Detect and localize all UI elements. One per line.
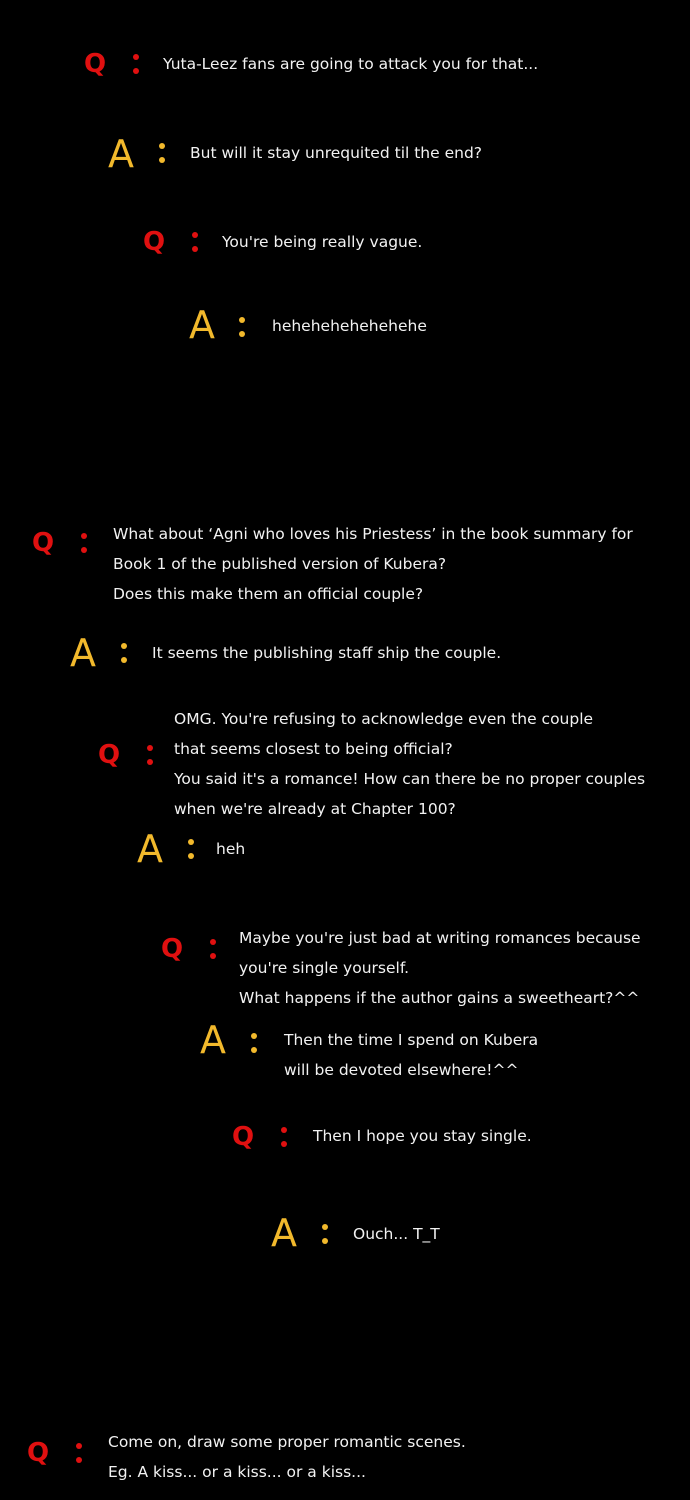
a-letter-icon: A bbox=[200, 1018, 226, 1062]
text-line: will be devoted elsewhere!^^ bbox=[284, 1061, 519, 1079]
question-text bbox=[313, 1121, 532, 1151]
colon-icon bbox=[159, 143, 165, 163]
text-line: What happens if the author gains a sweetheart?^^ bbox=[239, 989, 640, 1007]
text-line: You're being really vague. bbox=[222, 233, 423, 251]
answer-text bbox=[284, 1025, 538, 1085]
text-line: that seems closest to being official? bbox=[174, 740, 453, 758]
text-line: Yuta-Leez fans are going to attack you for that... bbox=[163, 55, 539, 73]
colon-icon bbox=[251, 1033, 257, 1053]
text-line: heh bbox=[216, 840, 246, 858]
colon-icon bbox=[188, 839, 194, 859]
text-line: Maybe you're just bad at writing romances because bbox=[239, 929, 641, 947]
text-line: OMG. You're refusing to acknowledge even the couple bbox=[174, 710, 594, 728]
answer-text bbox=[216, 834, 245, 864]
answer-text bbox=[272, 311, 427, 341]
colon-icon bbox=[76, 1443, 82, 1463]
colon-icon bbox=[121, 643, 127, 663]
text-line: What about ‘Agni who loves his Priestess’ in the book summary for bbox=[113, 525, 633, 543]
colon-icon bbox=[281, 1127, 287, 1147]
text-line: Does this make them an official couple? bbox=[113, 585, 424, 603]
text-line: It seems the publishing staff ship the couple. bbox=[152, 644, 502, 662]
q-letter-icon: Q bbox=[232, 1122, 255, 1152]
text-line: you're single yourself. bbox=[239, 959, 410, 977]
colon-icon bbox=[81, 533, 87, 553]
question-text bbox=[113, 519, 633, 609]
answer-text bbox=[152, 638, 501, 668]
a-letter-icon: A bbox=[137, 827, 163, 871]
answer-text bbox=[190, 138, 482, 168]
q-letter-icon: Q bbox=[32, 528, 55, 558]
colon-icon bbox=[239, 317, 245, 337]
text-line: You said it's a romance! How can there be no proper couples bbox=[174, 770, 646, 788]
q-letter-icon: Q bbox=[84, 49, 107, 79]
text-line: when we're already at Chapter 100? bbox=[174, 800, 456, 818]
question-text bbox=[163, 49, 538, 79]
text-line: But will it stay unrequited til the end? bbox=[190, 144, 483, 162]
colon-icon bbox=[133, 54, 139, 74]
a-letter-icon: A bbox=[271, 1211, 297, 1255]
question-text bbox=[174, 704, 645, 824]
text-line: Eg. A kiss... or a kiss... or a kiss... bbox=[108, 1463, 366, 1481]
a-letter-icon: A bbox=[70, 631, 96, 675]
colon-icon bbox=[192, 232, 198, 252]
text-line: Then the time I spend on Kubera bbox=[284, 1031, 539, 1049]
a-letter-icon: A bbox=[108, 132, 134, 176]
colon-icon bbox=[210, 939, 216, 959]
text-line: Ouch... T_T bbox=[353, 1225, 440, 1243]
question-text bbox=[239, 923, 641, 1013]
a-letter-icon: A bbox=[189, 303, 215, 347]
text-line: hehehehehehehehe bbox=[272, 317, 427, 335]
text-line: Then I hope you stay single. bbox=[313, 1127, 532, 1145]
question-text bbox=[222, 227, 422, 257]
text-line: Book 1 of the published version of Kubera? bbox=[113, 555, 447, 573]
q-letter-icon: Q bbox=[143, 227, 166, 257]
q-letter-icon: Q bbox=[161, 934, 184, 964]
colon-icon bbox=[322, 1224, 328, 1244]
question-text bbox=[108, 1427, 466, 1487]
q-letter-icon: Q bbox=[98, 740, 121, 770]
answer-text bbox=[353, 1219, 440, 1249]
q-letter-icon: Q bbox=[27, 1438, 50, 1468]
text-line: Come on, draw some proper romantic scenes. bbox=[108, 1433, 466, 1451]
colon-icon bbox=[147, 745, 153, 765]
